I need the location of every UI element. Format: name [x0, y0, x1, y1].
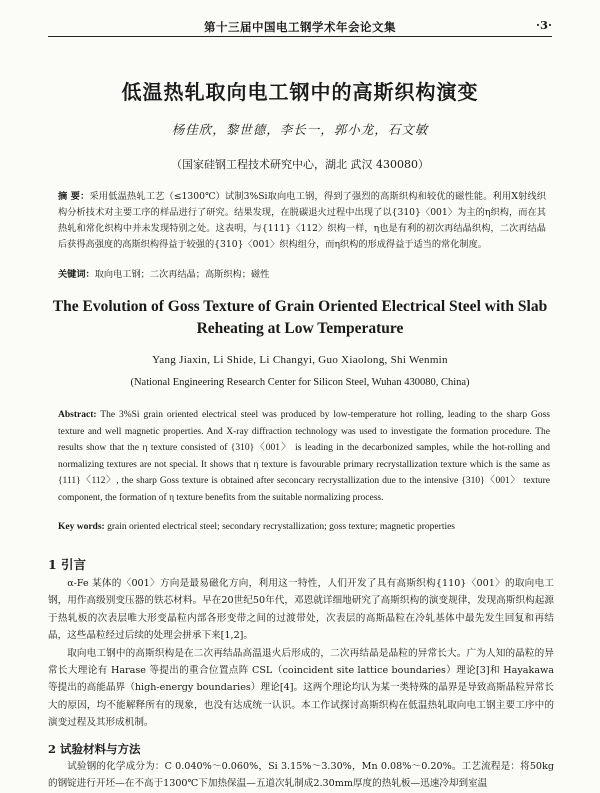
running-title: 第十三届中国电工钢学术年会论文集: [204, 20, 396, 34]
chinese-keywords-label: 关键词：: [58, 269, 95, 280]
running-header: [48, 16, 552, 37]
materials-body: [48, 758, 554, 793]
section-heading-materials: 2 试验材料与方法: [48, 742, 141, 756]
introduction-paragraph-1: α-Fe 某体的〈001〉方向是最易磁化方向，利用这一特性，人们开发了具有高斯织构{110}〈001〉的取向电工钢，用作高级别变压器的铁芯材料。早在20世纪50年代，邓恩就详细地研究了高斯织构的演变规律，发现高斯织构起源于热轧板的次表层唯大形变晶粒内部各形变带之间的过渡带处，次表层的高斯晶粒在冷轧基体中最先发生回复和再结晶，这些晶粒经过后续的处理会拼承下来[1,2]。: [48, 578, 554, 642]
english-keywords-label: Key words:: [58, 522, 105, 532]
english-abstract-text: The 3%Si grain oriented electrical steel was produced by low-temperature hot rolling, leading to the sharp Goss texture and well magnetic properties. And X-ray diffraction technology was used to investigate the formation procedure. The results show that the η texture consisted of {310}〈001〉 is leading in the decarbonized samples, while the hot-rolling and normalizing textures are not special. It shows that η texture is favourable primary recrystallization texture which is the same as {111}〈112〉, the sharp Goss texture is obtained after seconcary recrystallization due to the intensive {310}〈001〉 texture component, the formation of η texture benefits from the suitable normalizing process.: [58, 410, 550, 503]
chinese-authors: 杨佳欣，黎世德，李长一，郭小龙，石文敏: [171, 122, 429, 137]
english-keywords: [58, 519, 550, 535]
chinese-affiliation: （国家硅钢工程技术研究中心，湖北 武汉 430080）: [171, 158, 429, 171]
introduction-paragraph-2: 取向电工钢中的高斯织构是在二次再结晶高温退火后形成的，二次再结晶是晶粒的异常长大。广为人知的晶粒的异常长大理论有 Harase 等提出的重合位置点阵 CSL（coincident site lattice boundaries）理论[3]和 Hayakawa 等提出的高能晶界（high-energy boundaries）理论[4]。这两个理论均认为某一类特殊的晶界是导致高斯晶粒异常长大的原因，均不能解释所有的现象，也没有达成统一认识。本工作试探讨高斯织构在低温热轧取向电工钢主要工序中的演变过程及其形成机制。: [48, 647, 554, 729]
english-authors: Yang Jiaxin, Li Shide, Li Changyi, Guo Xiaolong, Shi Wenmin: [152, 354, 448, 366]
introduction-body: [48, 575, 554, 732]
materials-paragraph-1: 试验钢的化学成分为：C 0.040%～0.060%，Si 3.15%～3.30%，Mn 0.08%～0.20%。工艺流程是：将50kg的钢锭进行开坯—在不高于1300℃下加热保温—五道次轧制成2.30mm厚度的热轧板—迅速冷却到室温: [48, 761, 554, 790]
page-number: ·3·: [535, 18, 552, 32]
chinese-abstract-label: 摘 要：: [58, 191, 90, 202]
english-keywords-text: grain oriented electrical steel; secondary recrystallization; goss texture; magnetic properties: [104, 522, 456, 532]
english-abstract: [58, 407, 550, 506]
english-affiliation: (National Engineering Research Center for Silicon Steel, Wuhan 430080, China): [130, 377, 470, 388]
chinese-abstract-text: 采用低温热轧工艺（≤1300℃）试制3%Si取向电工钢，得到了强烈的高斯织构和较优的磁性能。利用X射线织构分析技术对主要工序的样品进行了研究。结果发现，在脱碳退火过程中出现了以{310}〈001〉为主的η织构，而在其热轧和常化织构中并未发现特别之处。这表明，与{111}〈112〉织构一样，η也是有利的初次再结晶织构，二次再结晶后获得高强度的高斯织构得益于较强的{310}〈001〉织构组分，而η织构的形成得益于适当的常化制度。: [58, 191, 546, 250]
english-title: The Evolution of Goss Texture of Grain Oriented Electrical Steel with Slab Reheating at Low Temperature: [52, 298, 548, 337]
chinese-keywords-text: 取向电工钢；二次再结晶；高斯织构；磁性: [94, 269, 270, 280]
chinese-title: 低温热轧取向电工钢中的高斯织构演变: [121, 80, 479, 104]
chinese-abstract: [58, 189, 546, 253]
english-abstract-label: Abstract:: [58, 410, 97, 420]
chinese-keywords: [58, 267, 546, 283]
section-heading-introduction: 1 引言: [48, 557, 87, 572]
